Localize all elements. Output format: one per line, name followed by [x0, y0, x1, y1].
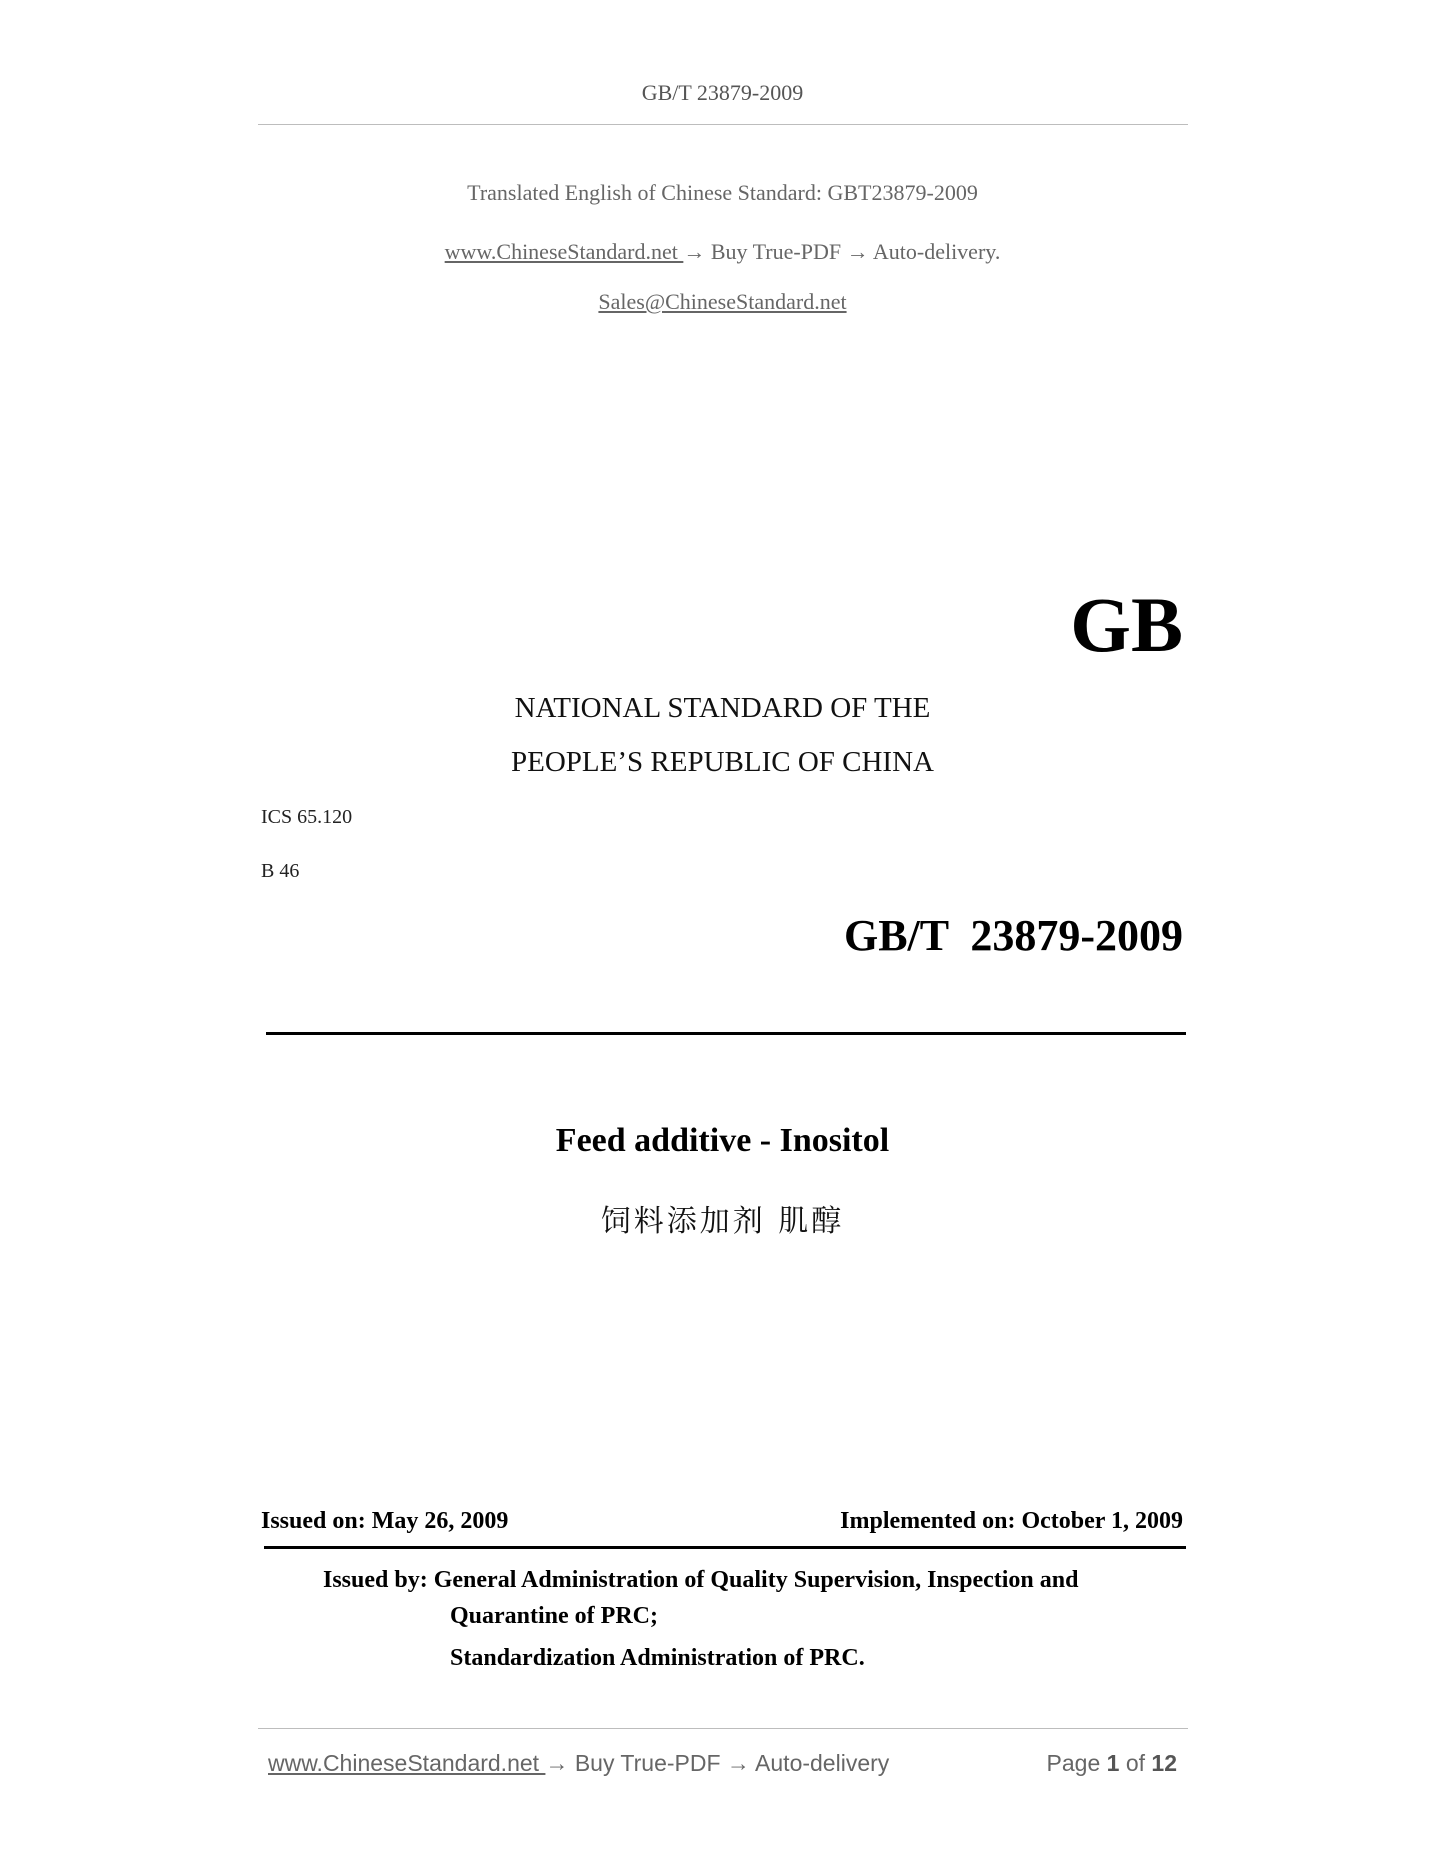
page-label: Page — [1046, 1750, 1101, 1776]
footer-promo — [268, 1750, 889, 1777]
buy-line — [0, 239, 1445, 265]
cover-divider — [266, 1032, 1186, 1035]
page-number — [1047, 1750, 1177, 1777]
issued-by-block — [323, 1562, 1193, 1676]
issued-on-date: Issued on: May 26, 2009 — [261, 1508, 509, 1534]
issuer-2: Standardization Administration of PRC. — [450, 1645, 865, 1671]
ics-code: ICS 65.120 — [261, 806, 353, 828]
footer-site-link[interactable]: www.ChineseStandard.net — [268, 1750, 546, 1776]
issuance-divider — [264, 1546, 1186, 1549]
translation-notice: Translated English of Chinese Standard: GBT23879-2009 — [467, 180, 978, 205]
buy-text: → Buy True-PDF → Auto-delivery. — [683, 239, 1001, 264]
running-header: GB/T 23879-2009 — [641, 80, 804, 105]
implemented-on-date: Implemented on: October 1, 2009 — [840, 1508, 1183, 1534]
gb-mark: GB — [1070, 581, 1183, 668]
footer-buy-text: → Buy True-PDF → Auto-delivery — [545, 1750, 890, 1776]
national-standard-line-2: PEOPLE’S REPUBLIC OF CHINA — [511, 746, 934, 778]
ccs-code: B 46 — [261, 860, 300, 882]
site-link[interactable]: www.ChineseStandard.net — [444, 239, 684, 264]
footer-divider — [258, 1728, 1188, 1729]
issuer-1-line-2: Quarantine of PRC; — [450, 1603, 658, 1629]
page-current: 1 — [1106, 1750, 1120, 1776]
issued-by-label: Issued by: — [323, 1567, 434, 1593]
issuer-1-line-1: General Administration of Quality Supervision, Inspection and — [433, 1567, 1079, 1593]
page-total: 12 — [1151, 1750, 1177, 1776]
header-divider — [258, 124, 1188, 125]
national-standard-line-1: NATIONAL STANDARD OF THE — [514, 692, 931, 724]
title-english: Feed additive - Inositol — [555, 1122, 890, 1159]
sales-email-link[interactable]: Sales@ChineseStandard.net — [598, 289, 847, 314]
sales-line — [0, 289, 1445, 315]
title-chinese: 饲料添加剂 肌醇 — [600, 1204, 845, 1239]
page-of: of — [1125, 1750, 1146, 1776]
standard-number: GB/T 23879-2009 — [843, 911, 1183, 960]
